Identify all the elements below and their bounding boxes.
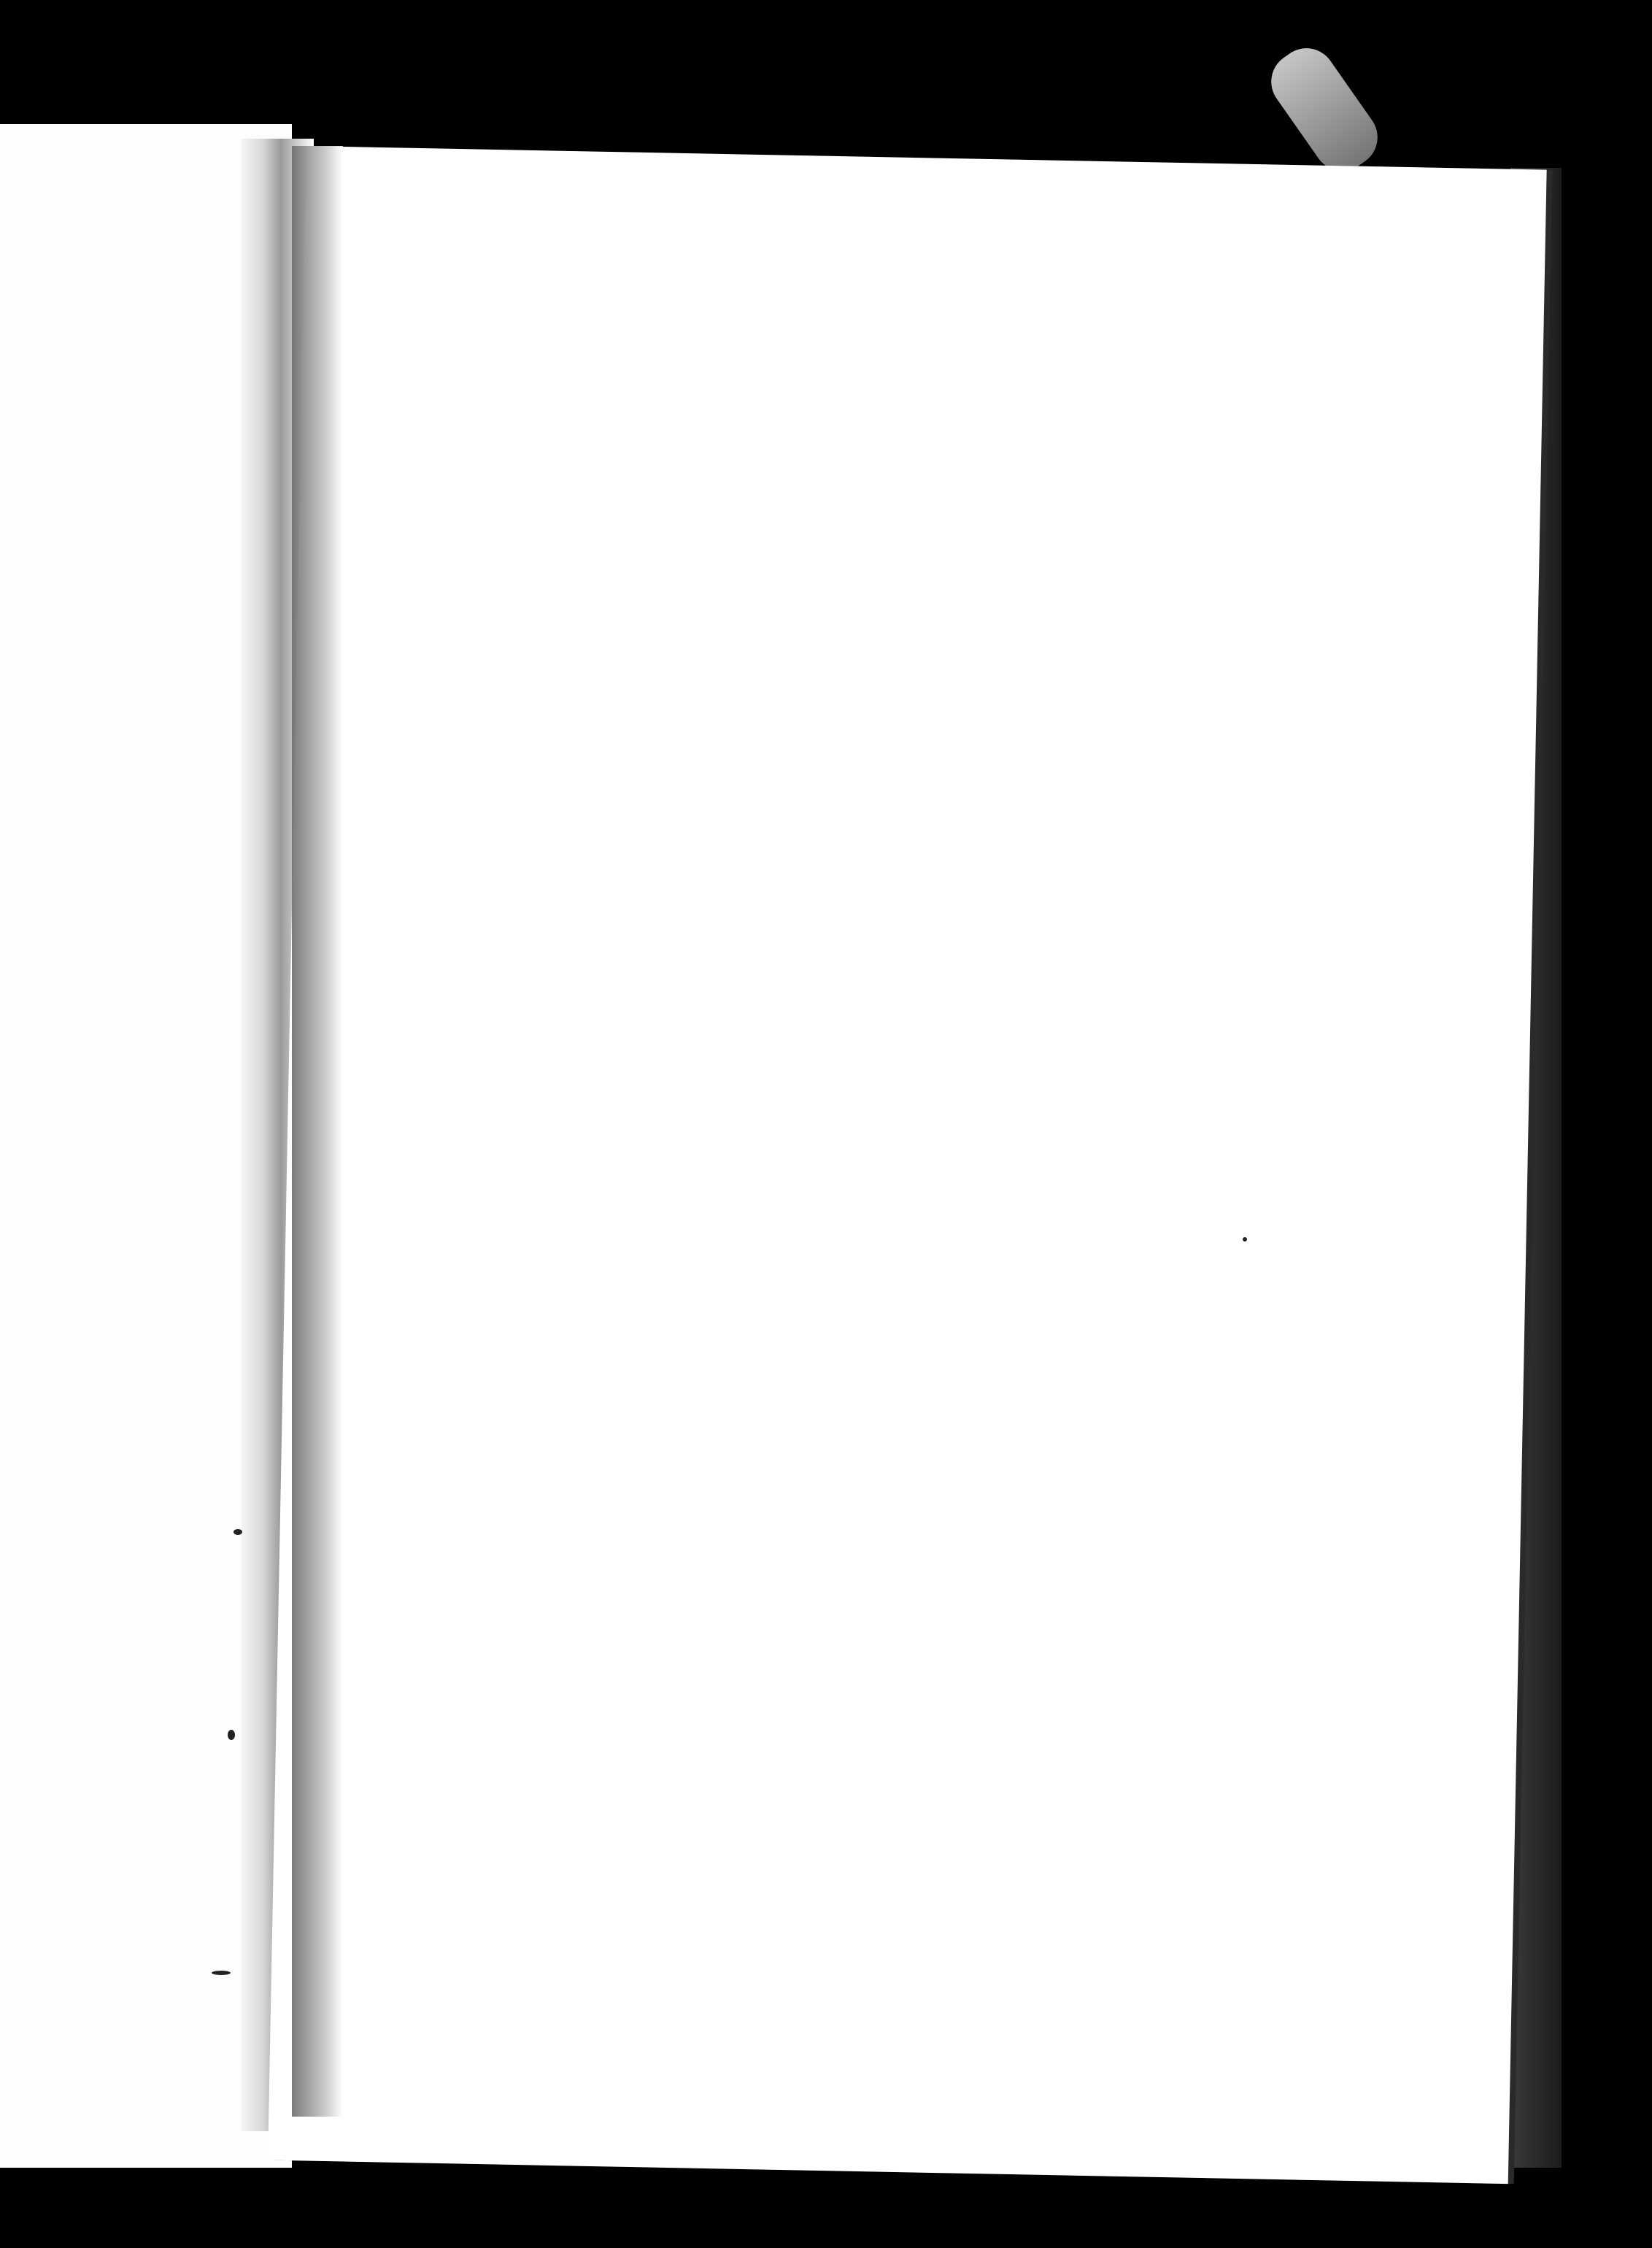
scan-speck — [228, 1730, 235, 1740]
gutter-shadow — [292, 146, 343, 2117]
running-title — [674, 387, 1550, 404]
scan-speck — [233, 1529, 242, 1535]
light-glare — [1260, 36, 1389, 182]
scan-speck — [212, 1971, 231, 1975]
right-page — [268, 146, 1547, 2184]
scan-speck — [1243, 1237, 1247, 1242]
